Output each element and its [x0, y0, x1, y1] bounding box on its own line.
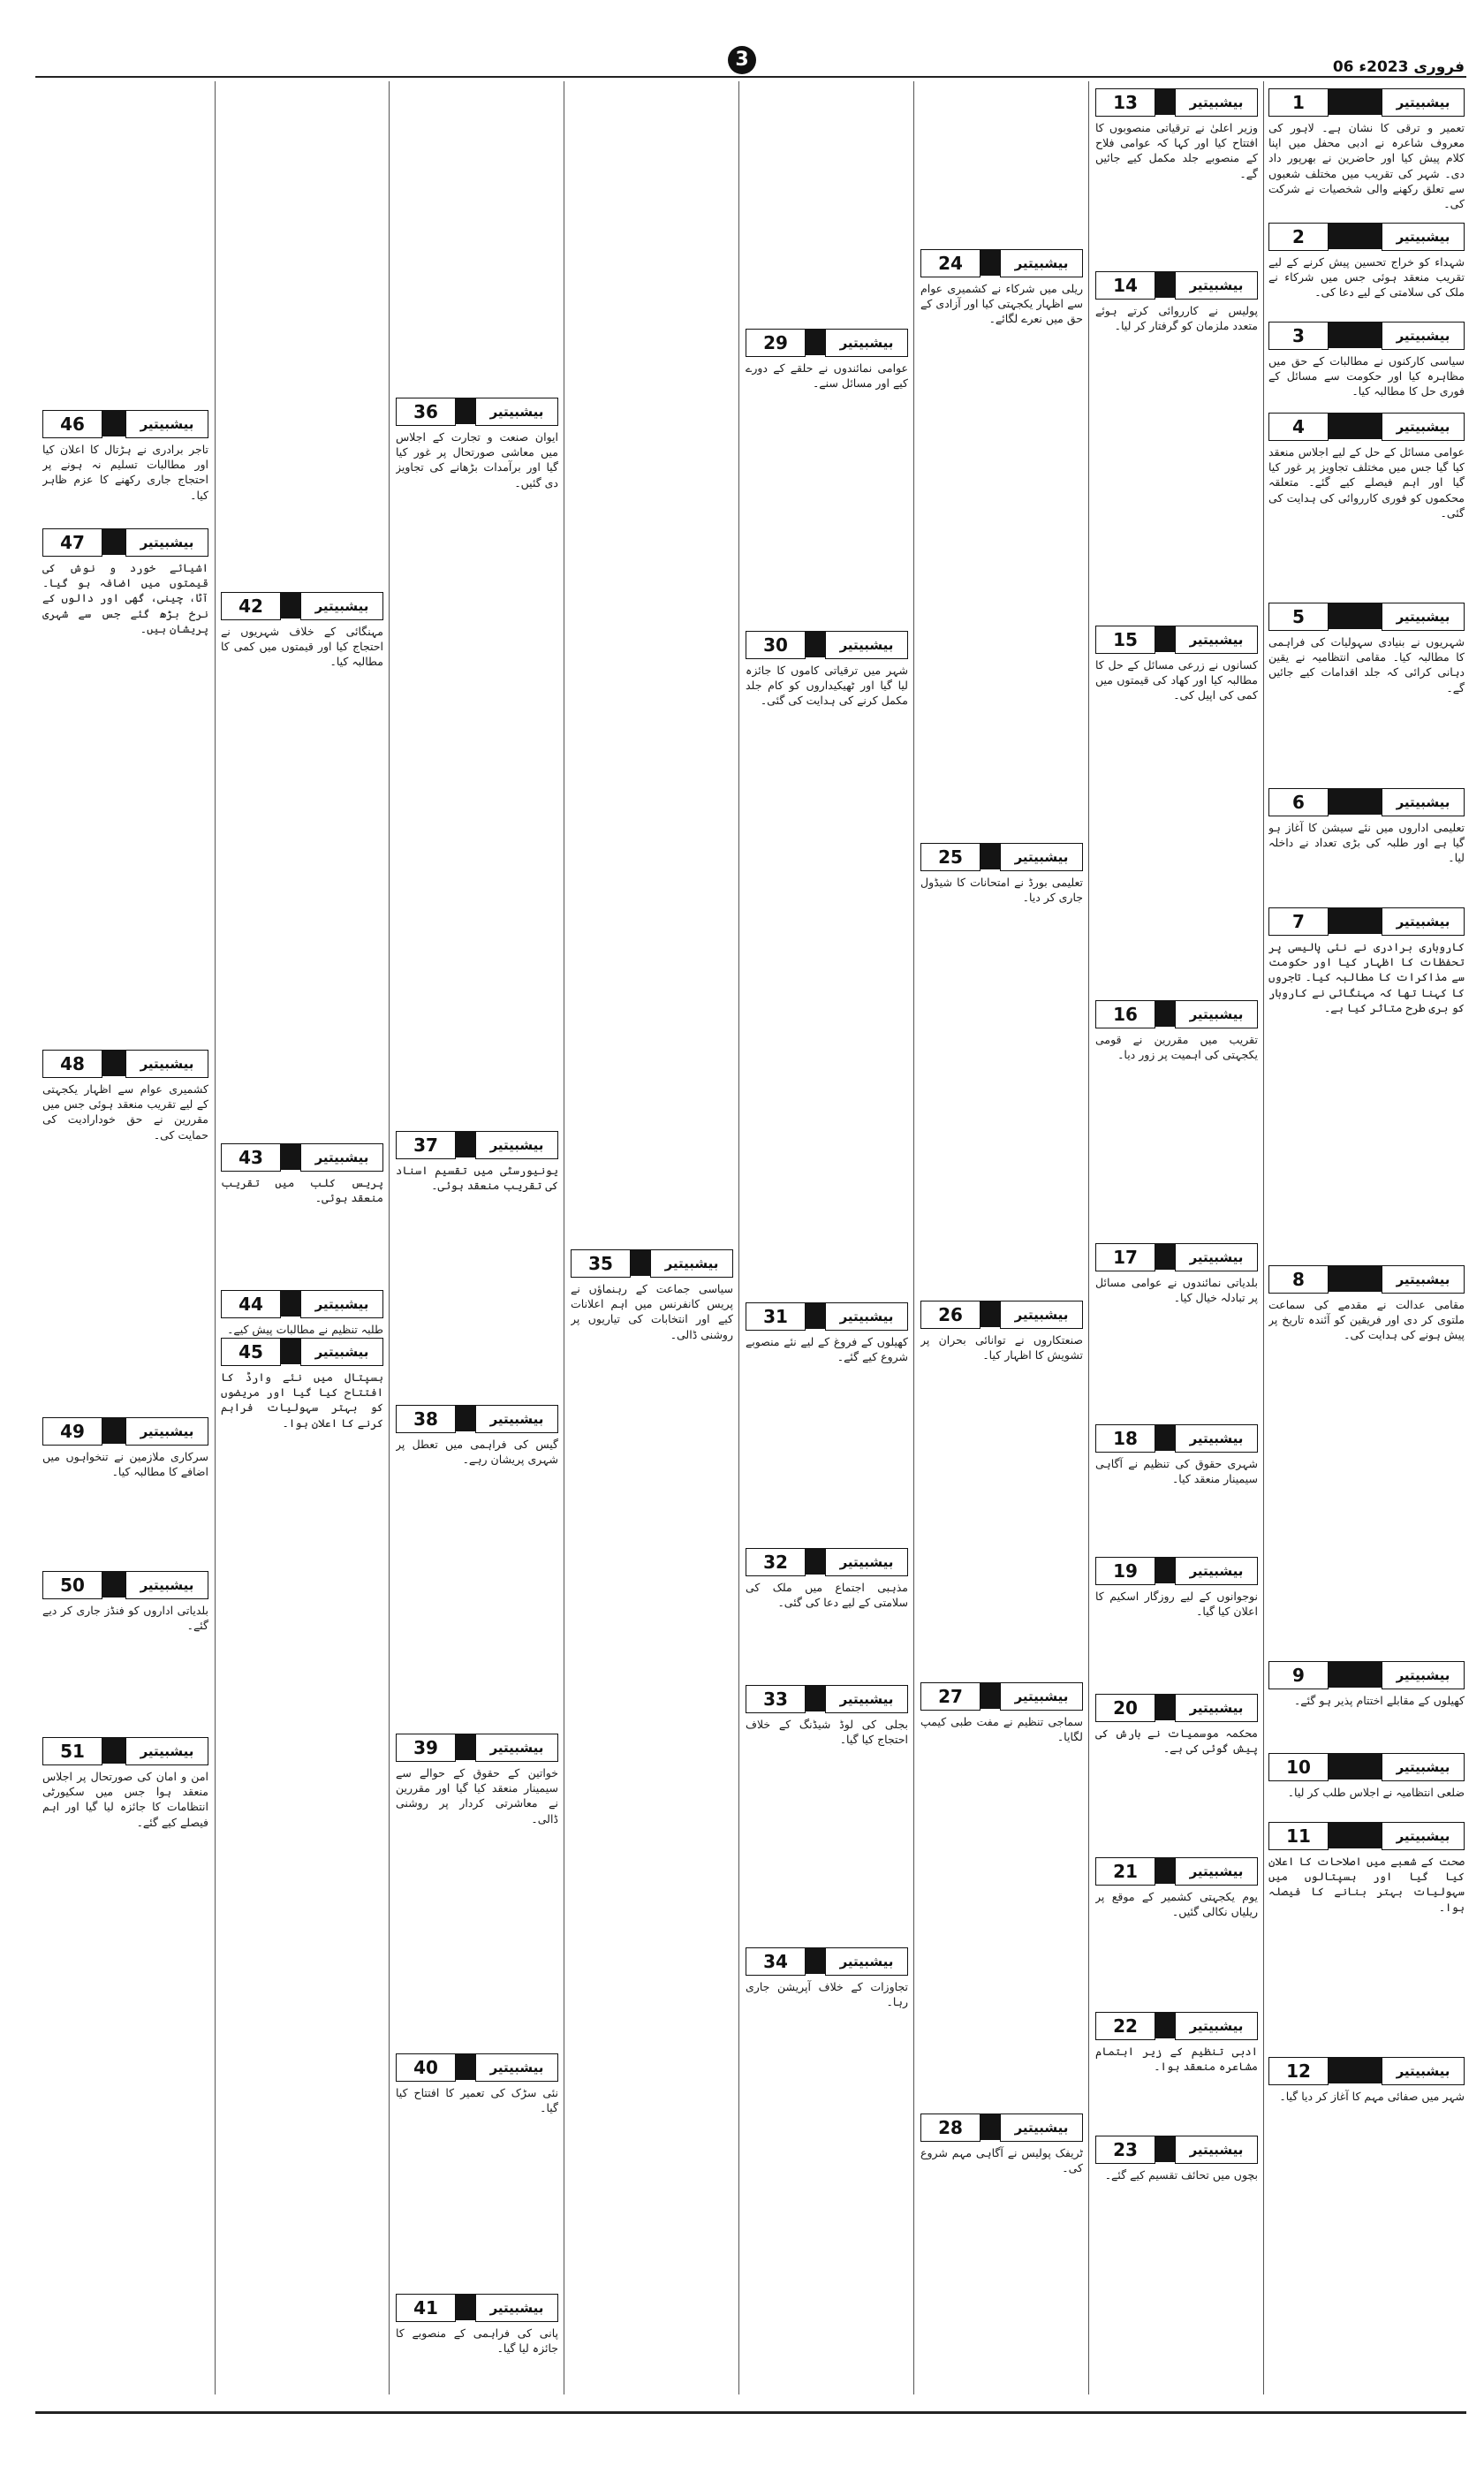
story-3: [1268, 322, 1465, 410]
story-10: [1268, 1753, 1465, 1815]
story-25: [920, 843, 1083, 1294]
story-37: [396, 1131, 558, 1396]
story-text: مقامی عدالت نے مقدمے کی سماعت ملتوی کر دی اور فریقین کو آئندہ تاریخ پر پیش ہونے کی ہدایت کی۔: [1268, 1298, 1465, 1342]
story-11: [1268, 1822, 1465, 2052]
story-number: 21: [1095, 1857, 1155, 1886]
story-number: 23: [1095, 2136, 1155, 2164]
footer-rule: [35, 2411, 1466, 2414]
story-20: [1095, 1694, 1258, 1853]
story-number: 33: [746, 1685, 806, 1713]
story-label: بیشبیتیر: [1175, 626, 1258, 654]
story-17: [1095, 1243, 1258, 1420]
story-label: بیشبیتیر: [1382, 1265, 1465, 1294]
story-number: 46: [42, 410, 102, 438]
column-divider: [215, 81, 216, 2394]
story-number: 48: [42, 1050, 102, 1078]
story-number: 22: [1095, 2012, 1155, 2040]
story-text: امن و امان کی صورتحال پر اجلاس منعقد ہوا جس میں سکیورٹی انتظامات کا جائزہ لیا گیا اور اہم فیصلے کیے گئے۔: [42, 1770, 208, 1829]
column-divider: [389, 81, 390, 2394]
story-label: بیشبیتیر: [475, 2294, 558, 2322]
story-number: 28: [920, 2114, 980, 2142]
story-14: [1095, 271, 1258, 616]
column-4: [746, 81, 908, 2394]
story-text: بچوں میں تحائف تقسیم کیے گئے۔: [1104, 2168, 1258, 2182]
story-15: [1095, 626, 1258, 997]
story-label: بیشبیتیر: [300, 1290, 383, 1318]
story-22: [1095, 2012, 1258, 2131]
story-text: شہر میں صفائی مہم کا آغاز کر دیا گیا۔: [1279, 2090, 1465, 2103]
story-32: [746, 1548, 908, 1681]
story-31: [746, 1302, 908, 1479]
story-text: مذہبی اجتماع میں ملک کی سلامتی کے لیے دعا کی گئی۔: [746, 1581, 908, 1610]
story-text: کھیلوں کے مقابلے اختتام پذیر ہو گئے۔: [1293, 1694, 1465, 1707]
story-label: بیشبیتیر: [1000, 1682, 1083, 1711]
story-text: کھیلوں کے فروغ کے لیے نئے منصوبے شروع کیے گئے۔: [746, 1335, 908, 1364]
story-number: 1: [1268, 88, 1329, 117]
story-text: پریس کلب میں تقریب منعقد ہوئی۔: [221, 1176, 383, 1205]
story-text: شہری حقوق کی تنظیم نے آگاہی سیمینار منعقد کیا۔: [1095, 1457, 1258, 1486]
story-label: بیشبیتیر: [825, 1685, 908, 1713]
story-number: 47: [42, 528, 102, 557]
story-18: [1095, 1424, 1258, 1552]
story-label: بیشبیتیر: [1175, 271, 1258, 300]
story-text: عوامی نمائندوں نے حلقے کے دورے کیے اور مسائل سنے۔: [746, 361, 908, 391]
story-36: [396, 398, 558, 866]
story-text: پولیس نے کارروائی کرتے ہوئے متعدد ملزمان کو گرفتار کر لیا۔: [1095, 304, 1258, 333]
story-label: بیشبیتیر: [1382, 1661, 1465, 1689]
column-divider: [1263, 81, 1264, 2394]
column-2: [1095, 81, 1258, 2394]
story-text: طلبہ تنظیم نے مطالبات پیش کیے۔: [227, 1323, 383, 1336]
story-number: 13: [1095, 88, 1155, 117]
story-text: ایوان صنعت و تجارت کے اجلاس میں معاشی صورتحال پر غور کیا گیا اور برآمدات بڑھانے کی تجاویز دی گئیں۔: [396, 430, 558, 489]
column-5: [571, 81, 733, 2394]
story-number: 51: [42, 1737, 102, 1765]
story-number: 32: [746, 1548, 806, 1576]
story-text: پانی کی فراہمی کے منصوبے کا جائزہ لیا گیا۔: [396, 2326, 558, 2356]
story-text: سیاسی جماعت کے رہنماؤں نے پریس کانفرنس میں اہم اعلانات کیے اور انتخابات کی تیاریوں پر روشنی ڈالی۔: [571, 1282, 733, 1341]
story-text: وزیر اعلیٰ نے ترقیاتی منصوبوں کا افتتاح کیا اور کہا کہ عوامی فلاح کے منصوبے جلد مکمل کیے جائیں گے۔: [1095, 121, 1258, 180]
story-label: بیشبیتیر: [1175, 2012, 1258, 2040]
story-label: بیشبیتیر: [300, 592, 383, 620]
story-label: بیشبیتیر: [1175, 1557, 1258, 1585]
masthead: [0, 0, 1484, 78]
story-label: بیشبیتیر: [475, 2053, 558, 2082]
story-number: 40: [396, 2053, 456, 2082]
story-number: 44: [221, 1290, 281, 1318]
story-34: [746, 1947, 908, 2124]
story-label: بیشبیتیر: [1175, 1424, 1258, 1453]
story-label: بیشبیتیر: [1382, 88, 1465, 117]
story-number: 30: [746, 631, 806, 659]
story-text: صحت کے شعبے میں اصلاحات کا اعلان کیا گیا اور ہسپتالوں میں سہولیات بہتر بنانے کا فیصلہ ہوا۔: [1268, 1855, 1465, 1914]
story-number: 24: [920, 249, 980, 277]
story-number: 26: [920, 1301, 980, 1329]
story-number: 20: [1095, 1694, 1155, 1722]
story-label: بیشبیتیر: [1175, 1857, 1258, 1886]
story-8: [1268, 1265, 1465, 1658]
story-text: بجلی کی لوڈ شیڈنگ کے خلاف احتجاج کیا گیا۔: [746, 1718, 908, 1747]
story-number: 15: [1095, 626, 1155, 654]
story-number: 31: [746, 1302, 806, 1331]
story-label: بیشبیتیر: [825, 1302, 908, 1331]
story-label: بیشبیتیر: [475, 1131, 558, 1159]
story-number: 12: [1268, 2057, 1329, 2085]
story-label: بیشبیتیر: [1000, 843, 1083, 871]
story-number: 34: [746, 1947, 806, 1976]
story-text: کاروباری برادری نے نئی پالیسی پر تحفظات کا اظہار کیا اور حکومت سے مذاکرات کا مطالبہ کیا۔ تاجروں کا کہنا تھا کہ مہنگائی نے کاروبار کو بری طرح متاثر کیا ہے۔: [1268, 940, 1465, 1014]
story-text: خواتین کے حقوق کے حوالے سے سیمینار منعقد کیا گیا اور مقررین نے معاشرتی کردار پر روشنی ڈالی۔: [396, 1766, 558, 1825]
story-47: [42, 528, 208, 1023]
story-label: بیشبیتیر: [1382, 603, 1465, 631]
story-label: بیشبیتیر: [300, 1143, 383, 1172]
story-label: بیشبیتیر: [1175, 1000, 1258, 1028]
story-label: بیشبیتیر: [1175, 88, 1258, 117]
story-number: 4: [1268, 413, 1329, 441]
story-26: [920, 1301, 1083, 1681]
story-number: 10: [1268, 1753, 1329, 1781]
column-3: [920, 81, 1083, 2394]
column-divider: [913, 81, 914, 2394]
story-text: سماجی تنظیم نے مفت طبی کیمپ لگایا۔: [920, 1715, 1083, 1744]
story-text: ادبی تنظیم کے زیر اہتمام مشاعرہ منعقد ہوا۔: [1095, 2045, 1258, 2074]
column-7: [221, 81, 383, 2394]
story-21: [1095, 1857, 1258, 2007]
story-text: سرکاری ملازمین نے تنخواہوں میں اضافے کا مطالبہ کیا۔: [42, 1450, 208, 1479]
story-33: [746, 1685, 908, 1844]
story-5: [1268, 603, 1465, 779]
story-text: شہداء کو خراج تحسین پیش کرنے کے لیے تقریب منعقد ہوئی جس میں شرکاء نے ملک کی سلامتی کے لیے دعا کی۔: [1268, 255, 1465, 300]
story-24: [920, 249, 1083, 885]
story-19: [1095, 1557, 1258, 1689]
story-number: 14: [1095, 271, 1155, 300]
story-text: نئی سڑک کی تعمیر کا افتتاح کیا گیا۔: [396, 2086, 558, 2115]
column-divider: [1088, 81, 1089, 2394]
story-label: بیشبیتیر: [125, 1571, 208, 1599]
story-label: بیشبیتیر: [825, 1947, 908, 1976]
masthead-rule: [35, 76, 1466, 78]
column-6: [396, 81, 558, 2394]
story-text: یونیورسٹی میں تقسیم اسناد کی تقریب منعقد ہوئی۔: [396, 1164, 558, 1193]
story-text: تاجر برادری نے ہڑتال کا اعلان کیا اور مطالبات تسلیم نہ ہونے پر احتجاج جاری رکھنے کا عزم ظاہر کیا۔: [42, 443, 208, 502]
story-45: [221, 1338, 383, 2380]
story-number: 2: [1268, 223, 1329, 251]
story-4: [1268, 413, 1465, 598]
story-number: 27: [920, 1682, 980, 1711]
story-label: بیشبیتیر: [125, 528, 208, 557]
story-7: [1268, 907, 1465, 1261]
story-number: 45: [221, 1338, 281, 1366]
story-38: [396, 1405, 558, 1758]
story-text: عوامی مسائل کے حل کے لیے اجلاس منعقد کیا گیا جس میں مختلف تجاویز پر غور کیا گیا اور اہم فیصلے کیے گئے۔ متعلقہ محکموں کو فوری کارروائی کی ہدایت کی گئی۔: [1268, 445, 1465, 520]
story-label: بیشبیتیر: [1382, 223, 1465, 251]
story-number: 50: [42, 1571, 102, 1599]
story-51: [42, 1737, 208, 2391]
story-6: [1268, 788, 1465, 903]
story-text: تعلیمی اداروں میں نئے سیشن کا آغاز ہو گیا ہے اور طلبہ کی بڑی تعداد نے داخلہ لیا۔: [1268, 821, 1465, 865]
story-number: 16: [1095, 1000, 1155, 1028]
story-label: بیشبیتیر: [1382, 1822, 1465, 1850]
story-text: تعمیر و ترقی کا نشان ہے۔ لاہور کی معروف شاعرہ نے ادبی محفل میں اپنا کلام پیش کیا اور حاضرین نے بھرپور داد دی۔ شہر کی تقریب میں مختلف شعبوں سے تعلق رکھنے والی شخصیات نے شرکت کی۔: [1268, 121, 1465, 211]
story-number: 38: [396, 1405, 456, 1433]
story-35: [571, 1249, 733, 2045]
story-label: بیشبیتیر: [1382, 907, 1465, 936]
story-label: بیشبیتیر: [1382, 413, 1465, 441]
story-text: محکمہ موسمیات نے بارش کی پیش گوئی کی ہے۔: [1095, 1726, 1258, 1756]
story-label: بیشبیتیر: [1175, 2136, 1258, 2164]
story-label: بیشبیتیر: [1175, 1694, 1258, 1722]
story-number: 17: [1095, 1243, 1155, 1271]
story-40: [396, 2053, 558, 2327]
story-label: بیشبیتیر: [1382, 322, 1465, 350]
story-number: 35: [571, 1249, 631, 1278]
story-text: اشیائے خورد و نوش کی قیمتوں میں اضافہ ہو گیا۔ آٹا، چینی، گھی اور دالوں کے نرخ بڑھ گئے جس سے شہری پریشان ہیں۔: [42, 561, 208, 635]
story-text: ریلی میں شرکاء نے کشمیری عوام سے اظہار یکجہتی کیا اور آزادی کے حق میں نعرے لگائے۔: [920, 282, 1083, 326]
story-label: بیشبیتیر: [825, 329, 908, 357]
story-number: 6: [1268, 788, 1329, 816]
story-number: 29: [746, 329, 806, 357]
story-label: بیشبیتیر: [300, 1338, 383, 1366]
story-label: بیشبیتیر: [125, 1417, 208, 1446]
story-text: ہسپتال میں نئے وارڈ کا افتتاح کیا گیا اور مریضوں کو بہتر سہولیات فراہم کرنے کا اعلان ہوا۔: [221, 1370, 383, 1430]
story-number: 37: [396, 1131, 456, 1159]
story-text: صنعتکاروں نے توانائی بحران پر تشویش کا اظہار کیا۔: [920, 1333, 1083, 1362]
story-30: [746, 631, 908, 1294]
story-label: بیشبیتیر: [1000, 249, 1083, 277]
story-41: [396, 2294, 558, 2382]
story-number: 7: [1268, 907, 1329, 936]
story-label: بیشبیتیر: [650, 1249, 733, 1278]
story-number: 36: [396, 398, 456, 426]
story-13: [1095, 88, 1258, 261]
story-2: [1268, 223, 1465, 311]
story-number: 19: [1095, 1557, 1155, 1585]
story-label: بیشبیتیر: [475, 1734, 558, 1762]
story-text: بلدیاتی اداروں کو فنڈز جاری کر دیے گئے۔: [42, 1604, 208, 1633]
story-number: 49: [42, 1417, 102, 1446]
story-label: بیشبیتیر: [1382, 1753, 1465, 1781]
story-text: ضلعی انتظامیہ نے اجلاس طلب کر لیا۔: [1287, 1786, 1465, 1799]
story-42: [221, 592, 383, 1157]
story-label: بیشبیتیر: [475, 1405, 558, 1433]
story-label: بیشبیتیر: [1000, 2114, 1083, 2142]
column-divider: [738, 81, 739, 2394]
story-label: بیشبیتیر: [1000, 1301, 1083, 1329]
column-1: [1268, 81, 1465, 2394]
story-text: کسانوں نے زرعی مسائل کے حل کا مطالبہ کیا اور کھاد کی قیمتوں میں کمی کی اپیل کی۔: [1095, 658, 1258, 702]
story-text: سیاسی کارکنوں نے مطالبات کے حق میں مظاہرہ کیا اور حکومت سے مسائل کے فوری حل کا مطالبہ کیا۔: [1268, 354, 1465, 398]
story-text: نوجوانوں کے لیے روزگار اسکیم کا اعلان کیا گیا۔: [1095, 1590, 1258, 1619]
story-label: بیشبیتیر: [825, 1548, 908, 1576]
story-label: بیشبیتیر: [1175, 1243, 1258, 1271]
story-27: [920, 1682, 1083, 1841]
story-number: 42: [221, 592, 281, 620]
story-28: [920, 2114, 1083, 2299]
story-number: 5: [1268, 603, 1329, 631]
story-number: 25: [920, 843, 980, 871]
story-number: 9: [1268, 1661, 1329, 1689]
issue-date: 06 فروری 2023ء: [1332, 58, 1465, 76]
story-label: بیشبیتیر: [125, 1050, 208, 1078]
story-label: بیشبیتیر: [1382, 788, 1465, 816]
story-39: [396, 1734, 558, 2105]
story-text: مہنگائی کے خلاف شہریوں نے احتجاج کیا اور قیمتوں میں کمی کا مطالبہ کیا۔: [221, 625, 383, 669]
story-23: [1095, 2136, 1258, 2250]
story-number: 18: [1095, 1424, 1155, 1453]
story-text: گیس کی فراہمی میں تعطل پر شہری پریشان رہے۔: [396, 1438, 558, 1467]
story-12: [1268, 2057, 1465, 2181]
story-label: بیشبیتیر: [125, 410, 208, 438]
story-9: [1268, 1661, 1465, 1749]
story-text: ٹریفک پولیس نے آگاہی مہم شروع کی۔: [920, 2146, 1083, 2175]
page-number: 3: [728, 46, 756, 74]
story-text: تجاوزات کے خلاف آپریشن جاری رہا۔: [746, 1980, 908, 2009]
story-text: تقریب میں مقررین نے قومی یکجہتی کی اہمیت پر زور دیا۔: [1095, 1033, 1258, 1062]
story-text: شہریوں نے بنیادی سہولیات کی فراہمی کا مطالبہ کیا۔ مقامی انتظامیہ نے یقین دہانی کرائی کہ جلد اقدامات کیے جائیں گے۔: [1268, 635, 1465, 694]
story-16: [1095, 1000, 1258, 1234]
story-text: یوم یکجہتی کشمیر کے موقع پر ریلیاں نکالی گئیں۔: [1095, 1890, 1258, 1919]
story-label: بیشبیتیر: [825, 631, 908, 659]
story-number: 43: [221, 1143, 281, 1172]
story-text: شہر میں ترقیاتی کاموں کا جائزہ لیا گیا اور ٹھیکیداروں کو کام جلد مکمل کرنے کی ہدایت کی گئی۔: [746, 664, 908, 708]
story-label: بیشبیتیر: [1382, 2057, 1465, 2085]
column-8: [42, 81, 208, 2394]
story-number: 3: [1268, 322, 1329, 350]
story-number: 41: [396, 2294, 456, 2322]
story-label: بیشبیتیر: [125, 1737, 208, 1765]
story-text: کشمیری عوام سے اظہار یکجہتی کے لیے تقریب منعقد ہوئی جس میں مقررین نے حق خودارادیت کی حمایت کی۔: [42, 1082, 208, 1142]
story-text: بلدیاتی نمائندوں نے عوامی مسائل پر تبادلہ خیال کیا۔: [1095, 1276, 1258, 1305]
story-number: 8: [1268, 1265, 1329, 1294]
story-number: 39: [396, 1734, 456, 1762]
story-label: بیشبیتیر: [475, 398, 558, 426]
story-number: 11: [1268, 1822, 1329, 1850]
story-1: [1268, 88, 1465, 212]
story-text: تعلیمی بورڈ نے امتحانات کا شیڈول جاری کر دیا۔: [920, 876, 1083, 905]
